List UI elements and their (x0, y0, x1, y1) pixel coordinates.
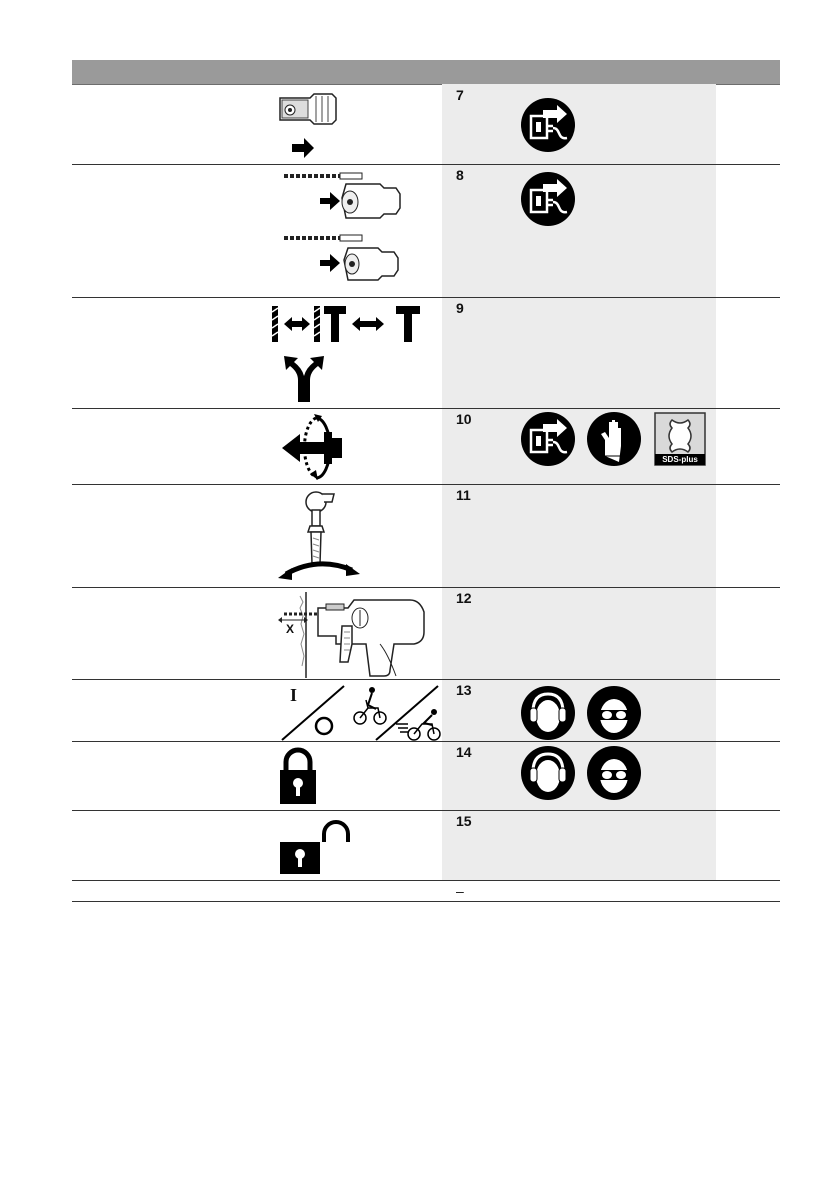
operating-mode-icon (268, 302, 428, 406)
switch-on-off-icon (280, 684, 350, 742)
wear-eye-protection-icon (587, 746, 641, 800)
speed-control-icon (352, 684, 446, 742)
wear-eye-protection-icon (587, 686, 641, 740)
lock-open-icon (278, 818, 354, 876)
depth-stop-illustration (270, 592, 436, 678)
table-bottom-rule (72, 901, 780, 902)
row-number: 14 (456, 744, 472, 760)
depth-x-label: X (286, 622, 295, 636)
wear-ear-protection-icon (521, 686, 575, 740)
row-divider (72, 880, 780, 881)
wear-gloves-icon (587, 412, 641, 466)
row-divider (72, 587, 780, 588)
row-number: 11 (456, 487, 471, 503)
row-divider (72, 164, 780, 165)
lock-closed-icon (278, 746, 318, 806)
row-number: 7 (456, 87, 464, 103)
shaded-column (442, 84, 716, 881)
sds-plus-label: SDS-plus (662, 455, 698, 464)
row-divider (72, 484, 780, 485)
row-number: 8 (456, 167, 464, 183)
table-header-bar (72, 60, 780, 85)
row-number: – (456, 883, 464, 899)
wear-ear-protection-icon (521, 746, 575, 800)
row-number: 10 (456, 411, 472, 427)
row-divider (72, 679, 780, 680)
bit-into-chuck-icon (282, 168, 412, 280)
row-divider (72, 810, 780, 811)
unplug-mains-icon (521, 98, 575, 152)
auxiliary-handle-icon (276, 488, 362, 584)
row-number: 15 (456, 813, 472, 829)
unplug-mains-icon (521, 172, 575, 226)
switch-on-label: I (290, 685, 298, 705)
row-number: 9 (456, 300, 464, 316)
remove-tool-icon (280, 412, 350, 484)
chuck-icon (272, 88, 352, 163)
row-divider (72, 408, 780, 409)
unplug-mains-icon (521, 412, 575, 466)
row-number: 13 (456, 682, 472, 698)
row-number: 12 (456, 590, 472, 606)
row-divider (72, 297, 780, 298)
sds-plus-icon (654, 412, 706, 466)
